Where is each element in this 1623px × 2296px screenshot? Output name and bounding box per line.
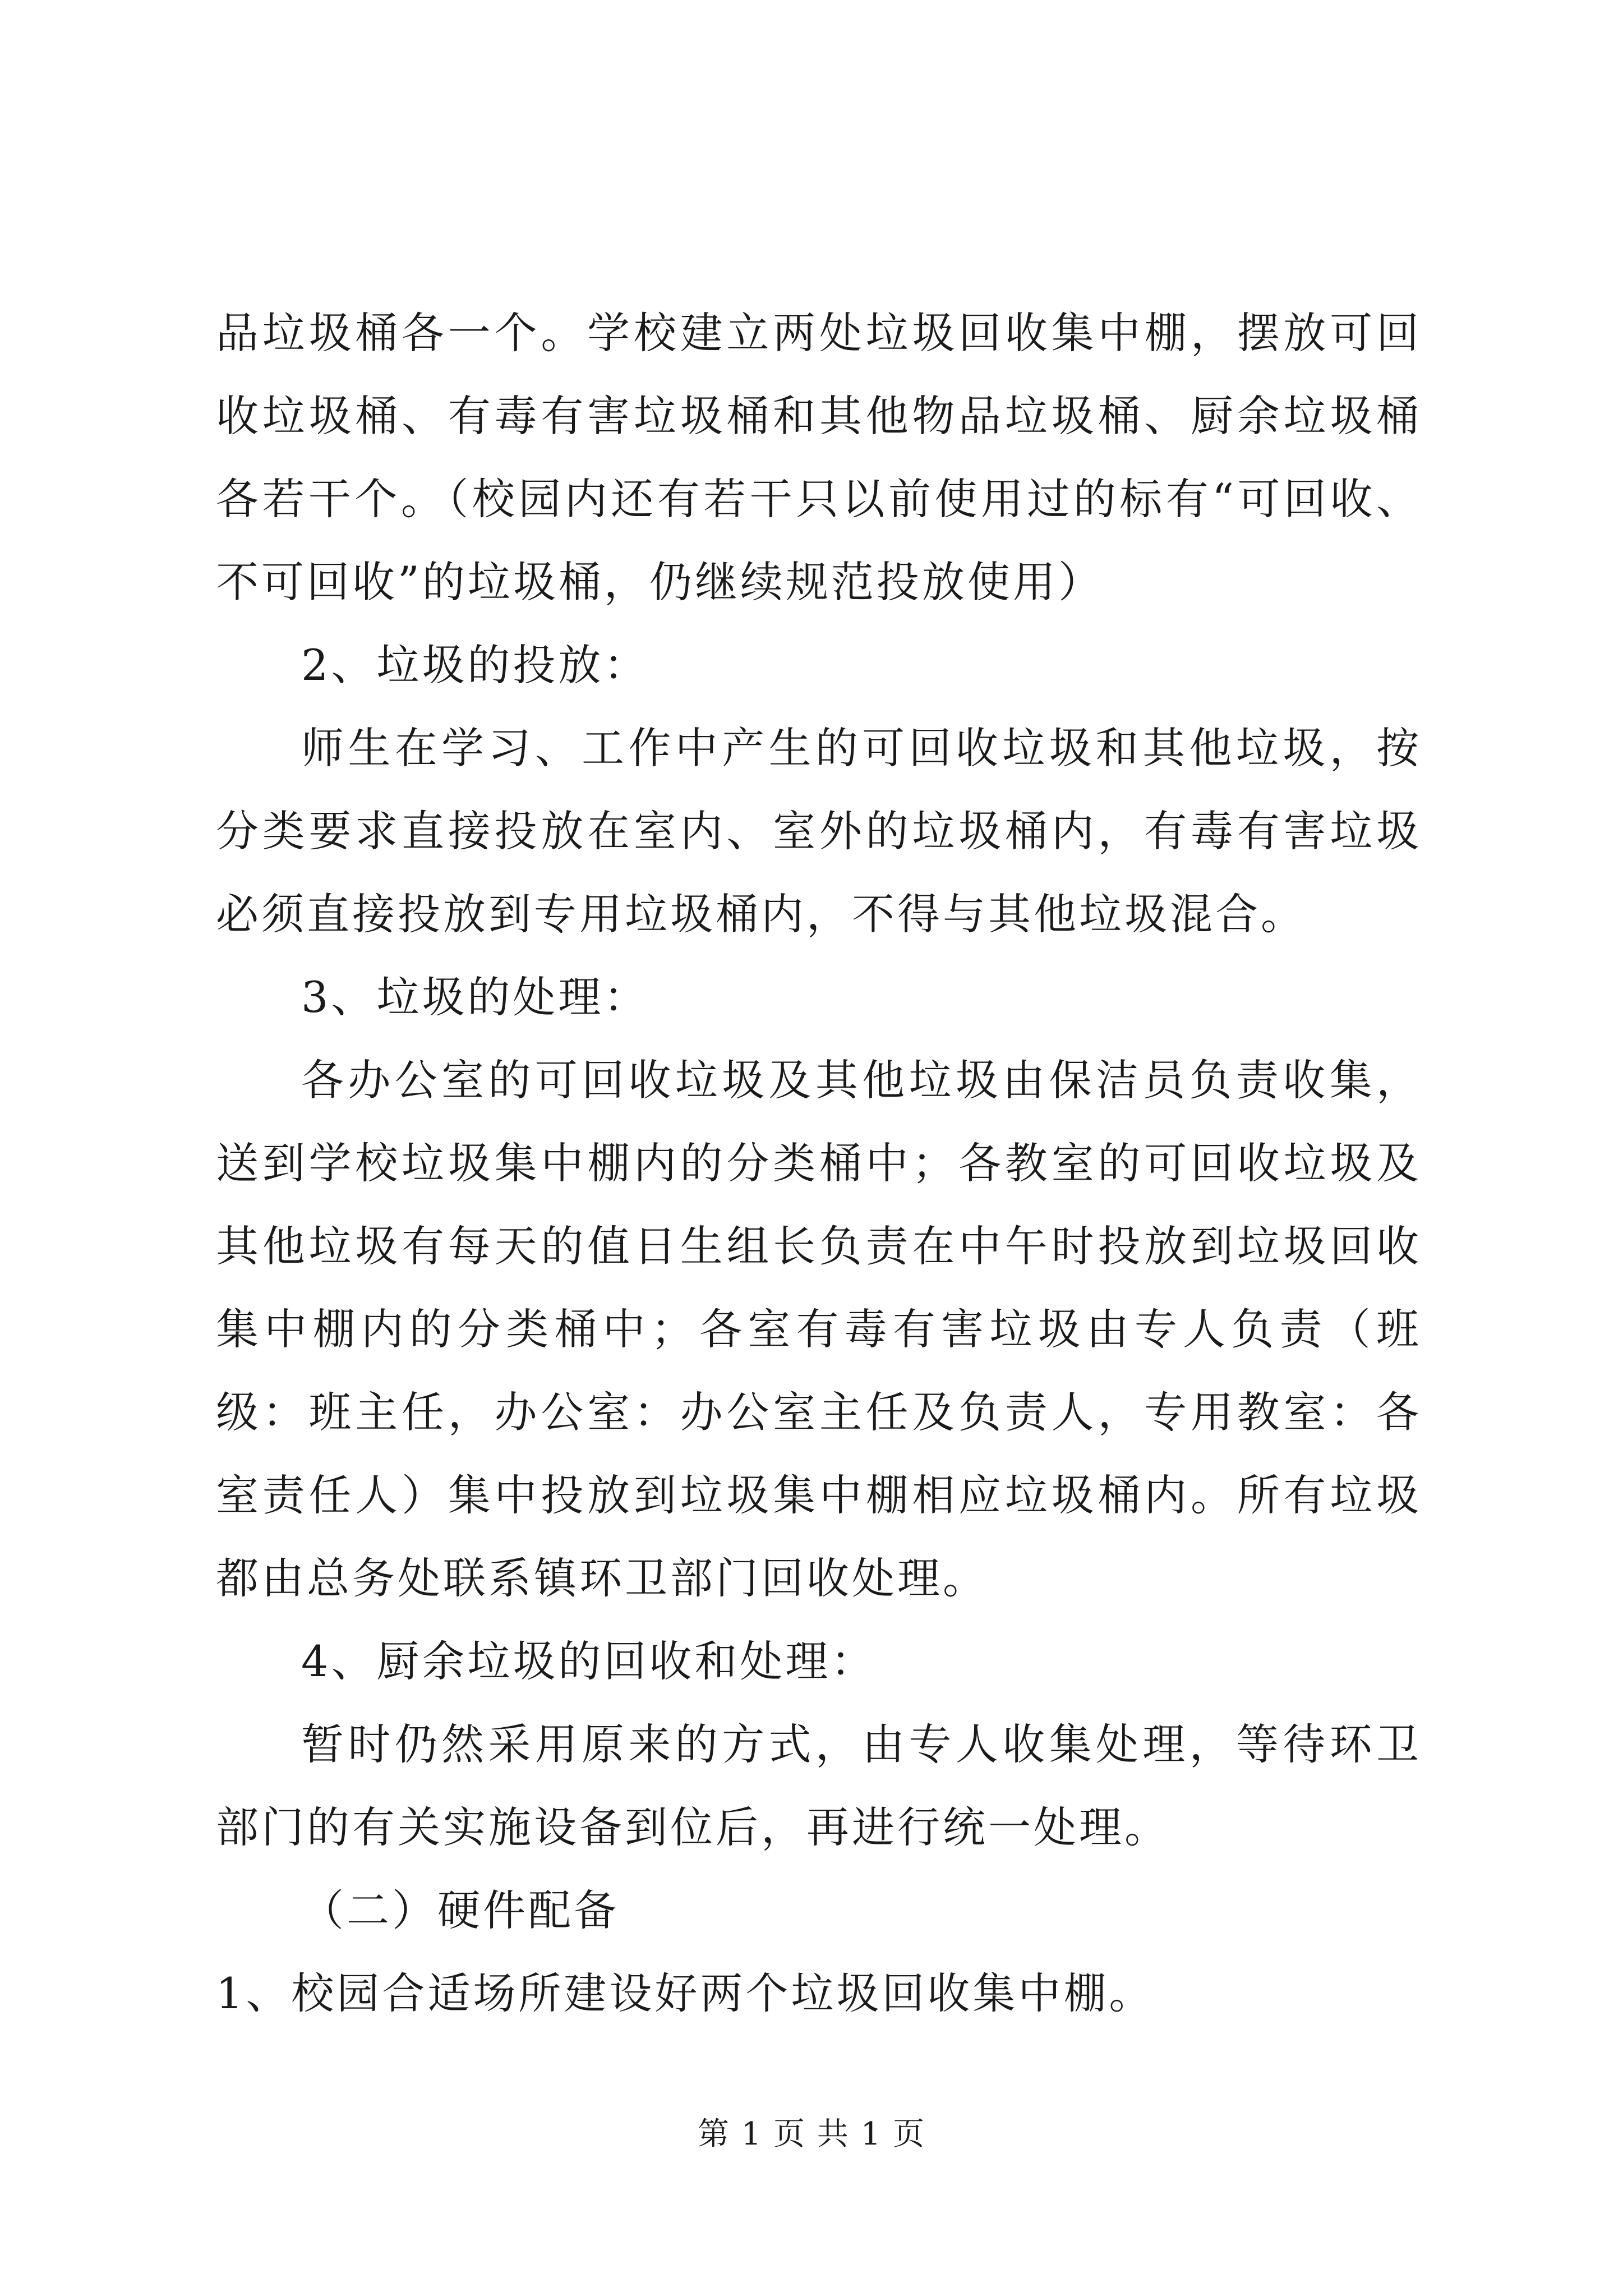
paragraph-garbage-processing: 各办公室的可回收垃圾及其他垃圾由保洁员负责收集，送到学校垃圾集中棚内的分类桶中；各教室的可回收垃圾及其他垃圾有每天的值日生组长负责在中午时投放到垃圾回收集中棚内的分类桶中；各室有毒有害垃圾由专人负责（班级：班主任，办公室：办公室主任及负责人，专用教室：各室责任人）集中投放到垃圾集中棚相应垃圾桶内。所有垃圾都由总务处联系镇环卫部门回收处理。 <box>216 1055 1422 1603</box>
page-footer: 第 1 页 共 1 页 <box>697 2116 926 2152</box>
heading-garbage-processing: 3、垃圾的处理： <box>301 972 649 1022</box>
heading-hardware: （二）硬件配备 <box>301 1885 619 1935</box>
paragraph-bins-continued: 品垃圾桶各一个。学校建立两处垃圾回收集中棚，摆放可回收垃圾桶、有毒有害垃圾桶和其他物品垃圾桶、厨余垃圾桶各若干个。（校园内还有若干只以前使用过的标有“可回收、不可回收”的垃圾桶，仍继续规范投放使用） <box>216 308 1422 607</box>
paragraph-hardware-item-1: 1、校园合适场所建设好两个垃圾回收集中棚。 <box>216 1968 1155 2018</box>
document-body <box>216 292 1422 2035</box>
heading-kitchen-waste: 4、厨余垃圾的回收和处理： <box>301 1636 877 1686</box>
heading-garbage-disposal: 2、垃圾的投放： <box>301 640 649 690</box>
paragraph-garbage-disposal: 师生在学习、工作中产生的可回收垃圾和其他垃圾，按分类要求直接投放在室内、室外的垃圾桶内，有毒有害垃圾必须直接投放到专用垃圾桶内，不得与其他垃圾混合。 <box>216 723 1422 939</box>
paragraph-kitchen-waste: 暂时仍然采用原来的方式，由专人收集处理，等待环卫部门的有关实施设备到位后，再进行统一处理。 <box>216 1719 1422 1852</box>
